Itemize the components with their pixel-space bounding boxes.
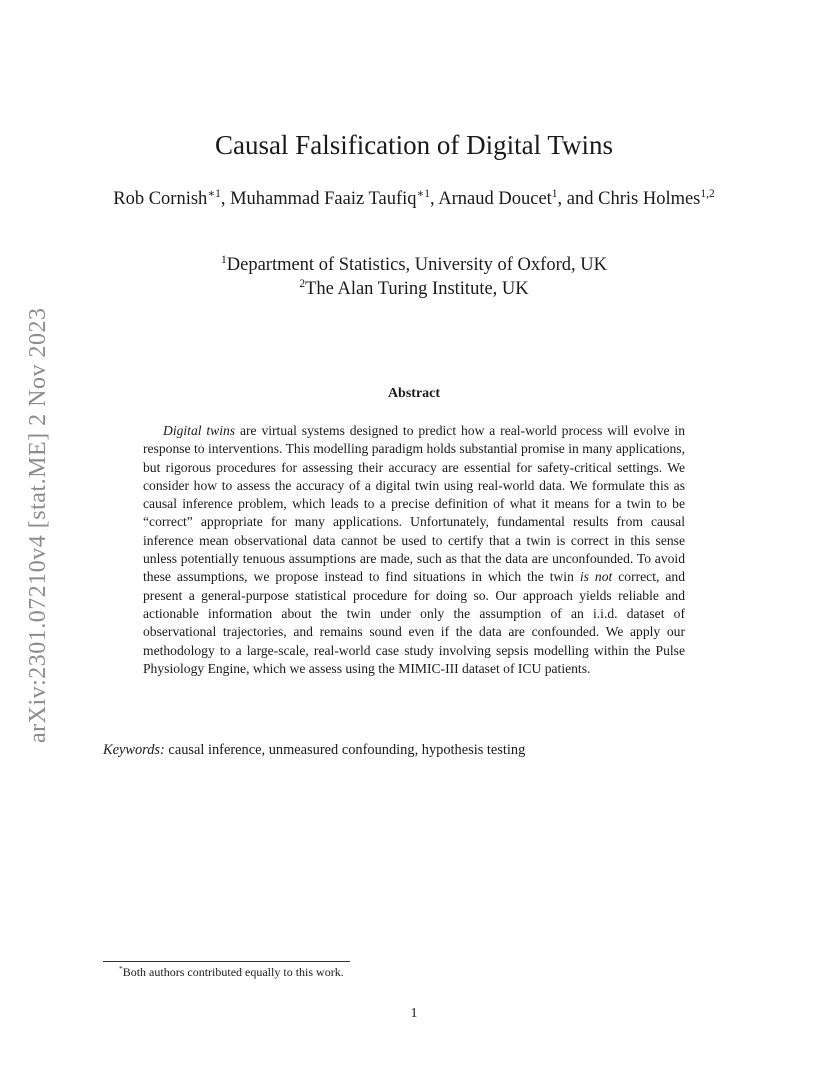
affiliation-mark: 2 — [299, 277, 306, 290]
abstract-italic-term: Digital twins — [163, 423, 236, 438]
affiliation — [0, 253, 828, 277]
author-name: Arnaud Doucet — [438, 189, 552, 209]
keywords-line — [103, 741, 743, 759]
abstract-text: are virtual systems designed to predict how a real-world process will evolve in response to interventions. This modelling paradigm holds substantial promise in many applications, but rigorous procedures for assessing their accuracy are essential for safety-critical settings. We consider how to assess the accuracy of a digital twin using real-world data. We formulate this as causal inference problem, which leads to a precise definition of what it means for a twin to be “correct” appropriate for many applications. Unfortunately, fundamental results from causal inference mean observational data cannot be used to certify that a twin is correct in this sense unless potentially tenuous assumptions are made, such as that the data are unconfounded. To avoid these assumptions, we propose instead to find situations in which the twin — [143, 423, 686, 585]
abstract-italic-term: is not — [579, 569, 613, 585]
author-name: Rob Cornish — [113, 189, 208, 209]
affiliation-text: The Alan Turing Institute, UK — [305, 279, 529, 299]
page-number: 1 — [410, 1006, 418, 1021]
abstract-heading: Abstract — [387, 386, 441, 401]
affiliation-mark: 1 — [221, 253, 227, 266]
keywords-text: causal inference, unmeasured confounding, hypothesis testing — [164, 742, 526, 758]
footnote-rule — [103, 961, 350, 962]
author-list — [105, 187, 723, 211]
keywords-label: Keywords: — [103, 742, 165, 758]
author-separator: , — [430, 189, 439, 209]
arxiv-identifier-stamp: arXiv:2301.07210v4 [stat.ME] 2 Nov 2023 — [25, 307, 51, 743]
author-affil-mark: 1,2 — [700, 187, 715, 200]
footnote-mark: * — [119, 964, 123, 973]
paper-title: Causal Falsification of Digital Twins — [214, 130, 614, 160]
footnote-text: Both authors contributed equally to this work. — [122, 965, 344, 979]
abstract-text: correct, and present a general-purpose statistical procedure for doing so. Our approach yields reliable and actionable information about the twin under only the assumption of an i.i.d. dataset of observational trajectories, and remains sound even if the data are confounded. We apply our methodology to a large-scale, real-world case study involving sepsis modelling within the Pulse Physiology Engine, which we assess using the MIMIC-III dataset of ICU patients. — [143, 569, 685, 676]
author-separator: , and Chris Holmes — [557, 189, 701, 209]
author-affil-mark: ∗1 — [416, 187, 431, 200]
affiliation — [0, 277, 828, 301]
author-name: Muhammad Faaiz Taufiq — [230, 189, 417, 209]
abstract-body — [143, 422, 685, 678]
footnote — [119, 964, 344, 980]
author-affil-mark: 1 — [551, 187, 558, 200]
affiliation-text: Department of Statistics, University of Oxford, UK — [226, 255, 607, 275]
author-separator: , — [220, 189, 231, 209]
author-affil-mark: ∗1 — [207, 187, 221, 200]
